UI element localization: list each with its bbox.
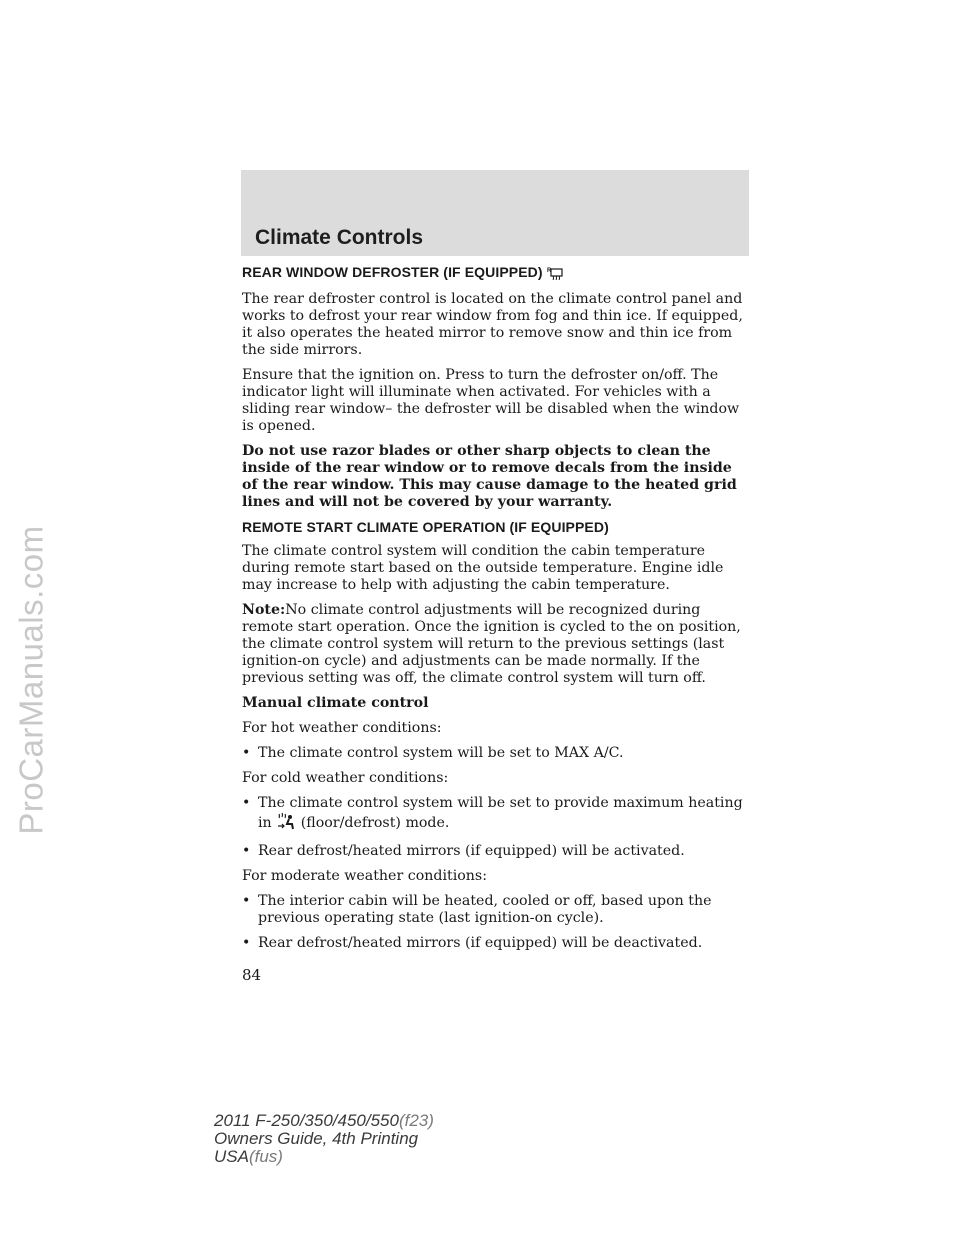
note-text: No climate control adjustments will be recognized during remote start operation. Once the ignition is cycled to the on position, the climate control system will return to the previous settings (last ignition-on cycle) and adjustments can be made normally. If the previous setting was off, the climate control system will turn off. (242, 602, 741, 686)
footer-line-1: 2011 F-250/350/450/550(f23) (214, 1111, 434, 1130)
footer (214, 1112, 434, 1166)
rear-defroster-warning: Do not use razor blades or other sharp objects to clean the inside of the rear window or to remove decals from the inside of the rear window. This may cause damage to the heated grid lines and will not be covered by your warranty. (242, 443, 737, 510)
watermark (8, 300, 56, 1060)
bullet-icon: • (242, 795, 251, 811)
watermark-text: ProCarManuals.com (13, 525, 50, 835)
list-item: • The climate control system will be set to provide maximum heating in (floor/defrost) mode. (242, 795, 752, 835)
page-title: Climate Controls (255, 226, 424, 249)
page-content (242, 264, 752, 960)
manual-climate-subheading: Manual climate control (242, 695, 429, 711)
remote-start-note (242, 602, 752, 687)
list-item: • Rear defrost/heated mirrors (if equipped) will be activated. (242, 843, 685, 859)
rear-defrost-icon (547, 266, 563, 284)
rear-defroster-paragraph-2: Ensure that the ignition on. Press to turn the defroster on/off. The indicator light will illuminate when activated. For vehicles with a sliding rear window– the defroster will be disabled when the window is opened. (242, 367, 740, 434)
footer-line-2: Owners Guide, 4th Printing (214, 1129, 419, 1148)
svg-text:R: R (546, 268, 552, 274)
note-label: Note: (242, 602, 286, 618)
hot-weather-intro: For hot weather conditions: (242, 720, 442, 736)
bullet-icon: • (242, 843, 251, 859)
page-number: 84 (242, 966, 262, 984)
bullet-icon: • (242, 893, 251, 909)
moderate-weather-intro: For moderate weather conditions: (242, 868, 487, 884)
section-header-band (241, 170, 749, 256)
rear-defroster-paragraph-1: The rear defroster control is located on the climate control panel and works to defrost your rear window from fog and thin ice. If equipped, it also operates the heated mirror to remove snow and thin ice from the side mirrors. (242, 291, 743, 358)
remote-start-paragraph-1: The climate control system will condition the cabin temperature during remote start based on the outside temperature. Engine idle may increase to help with adjusting the cabin temperature. (242, 543, 724, 593)
floor-defrost-icon (276, 812, 296, 835)
bullet-icon: • (242, 745, 251, 761)
list-item: • The interior cabin will be heated, cooled or off, based upon the previous operating state (last ignition-on cycle). (242, 893, 712, 926)
cold-weather-intro: For cold weather conditions: (242, 770, 449, 786)
bullet-icon: • (242, 935, 251, 951)
footer-line-3: USA(fus) (214, 1147, 283, 1166)
remote-start-heading: REMOTE START CLIMATE OPERATION (IF EQUIPPED) (242, 519, 609, 535)
rear-defroster-heading: REAR WINDOW DEFROSTER (IF EQUIPPED) R (242, 264, 752, 284)
list-item: • The climate control system will be set to MAX A/C. (242, 745, 624, 761)
list-item: • Rear defrost/heated mirrors (if equipped) will be deactivated. (242, 935, 703, 951)
